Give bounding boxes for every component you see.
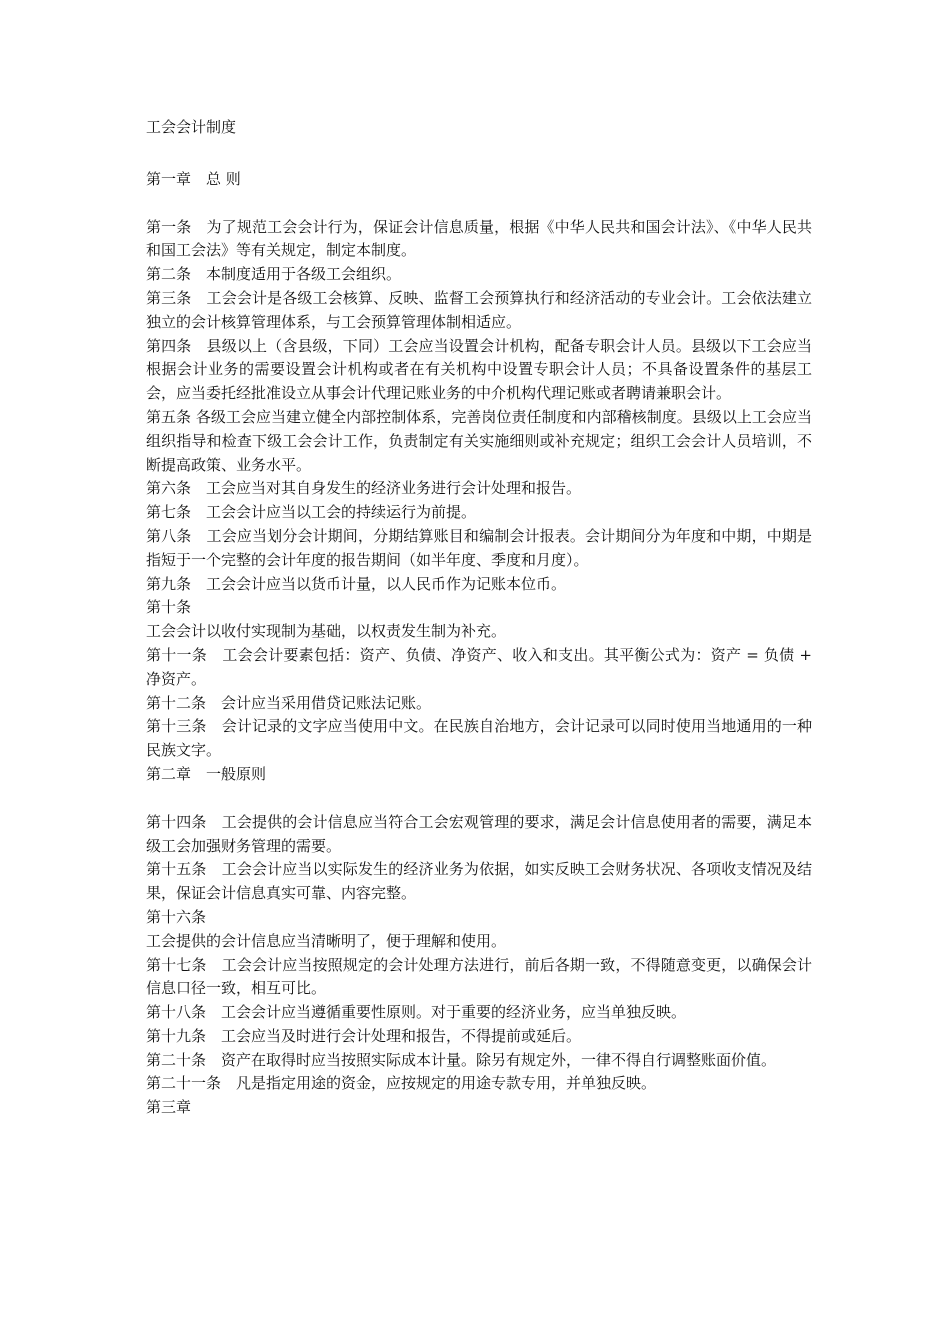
article-8: 第八条 工会应当划分会计期间，分期结算账目和编制会计报表。会计期间分为年度和中期，中期是指短于一个完整的会计年度的报告期间（如半年度、季度和月度）。 <box>146 526 812 569</box>
document-title: 工会会计制度 <box>146 118 237 136</box>
chapter-3-heading: 第三章 <box>146 1098 192 1117</box>
article-15: 第十五条 工会会计应当以实际发生的经济业务为依据，如实反映工会财务状况、各项收支情况及结果，保证会计信息真实可靠、内容完整。 <box>146 860 812 903</box>
article-5: 第五条 各级工会应当建立健全内部控制体系，完善岗位责任制度和内部稽核制度。县级以上工会应当组织指导和检查下级工会会计工作，负责制定有关实施细则或补充规定；组织工会会计人员培训，不断提高政策、业务水平。 <box>146 407 812 474</box>
article-10-heading: 第十条 <box>146 598 192 617</box>
article-10-text: 工会会计以收付实现制为基础，以权责发生制为补充。 <box>146 622 507 641</box>
article-13: 第十三条 会计记录的文字应当使用中文。在民族自治地方，会计记录可以同时使用当地通用的一种民族文字。 <box>146 717 812 760</box>
article-2: 第二条 本制度适用于各级工会组织。 <box>146 265 402 284</box>
article-16-text: 工会提供的会计信息应当清晰明了，便于理解和使用。 <box>146 931 507 950</box>
article-20: 第二十条 资产在取得时应当按照实际成本计量。除另有规定外，一律不得自行调整账面价值。 <box>146 1050 777 1069</box>
chapter-2-heading: 第二章 一般原则 <box>146 764 267 783</box>
chapter-1-heading: 第一章 总 则 <box>146 169 241 188</box>
document-body <box>146 116 812 1120</box>
article-18: 第十八条 工会会计应当遵循重要性原则。对于重要的经济业务，应当单独反映。 <box>146 1003 687 1022</box>
article-3: 第三条 工会会计是各级工会核算、反映、监督工会预算执行和经济活动的专业会计。工会依法建立独立的会计核算管理体系，与工会预算管理体制相适应。 <box>146 288 812 331</box>
article-6: 第六条 工会应当对其自身发生的经济业务进行会计处理和报告。 <box>146 479 582 498</box>
article-11: 第十一条 工会会计要素包括：资产、负债、净资产、收入和支出。其平衡公式为：资产 = 负债 + 净资产。 <box>146 645 812 688</box>
article-12: 第十二条 会计应当采用借贷记账法记账。 <box>146 693 432 712</box>
article-9: 第九条 工会会计应当以货币计量，以人民币作为记账本位币。 <box>146 574 567 593</box>
article-4: 第四条 县级以上（含县级，下同）工会应当设置会计机构，配备专职会计人员。县级以下工会应当根据会计业务的需要设置会计机构或者在有关机构中设置专职会计人员；不具备设置条件的基层工会，应当委托经批准设立从事会计代理记账业务的中介机构代理记账或者聘请兼职会计。 <box>146 336 812 403</box>
article-1: 第一条 为了规范工会会计行为，保证会计信息质量，根据《中华人民共和国会计法》、《中华人民共和国工会法》等有关规定，制定本制度。 <box>146 217 812 260</box>
article-16-heading: 第十六条 <box>146 907 207 926</box>
article-21: 第二十一条 凡是指定用途的资金，应按规定的用途专款专用，并单独反映。 <box>146 1074 657 1093</box>
article-7: 第七条 工会会计应当以工会的持续运行为前提。 <box>146 503 477 522</box>
article-14: 第十四条 工会提供的会计信息应当符合工会宏观管理的要求，满足会计信息使用者的需要，满足本级工会加强财务管理的需要。 <box>146 812 812 855</box>
article-19: 第十九条 工会应当及时进行会计处理和报告，不得提前或延后。 <box>146 1026 582 1045</box>
article-17: 第十七条 工会会计应当按照规定的会计处理方法进行，前后各期一致，不得随意变更，以确保会计信息口径一致，相互可比。 <box>146 955 812 998</box>
